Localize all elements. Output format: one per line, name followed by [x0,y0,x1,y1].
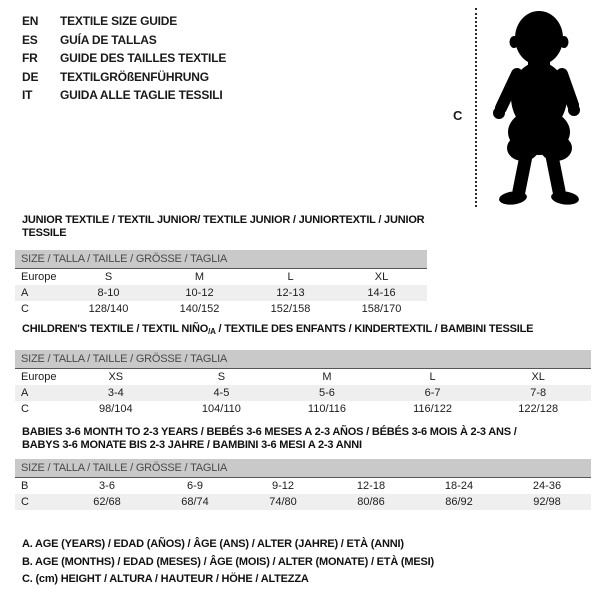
table-cell: 18-24 [444,480,474,492]
junior-section-title: JUNIOR TEXTILE / TEXTIL JUNIOR/ TEXTILE JUNIOR / JUNIORTEXTIL / JUNIOR TESSILE [22,214,425,239]
table-cell: 9-12 [271,480,295,492]
table-cell: 86/92 [415,494,503,510]
language-label: TEXTILGRÖßENFÜHRUNG [60,69,209,84]
table-cell: 8-10 [63,285,154,301]
table-row [15,301,427,317]
table-cell: 7-8 [485,385,591,401]
table-cell: 98/104 [98,403,133,415]
language-label: GUIDE DES TAILLES TEXTILE [60,51,227,65]
table-cell: 3-6 [99,480,115,492]
table-row [15,401,591,417]
table-cell: S [217,371,226,383]
table-cell: 110/116 [307,403,347,415]
babies-title-line1: BABIES 3-6 MONTH TO 2-3 YEARS / BEBÉS 3-6 MESES A 2-3 AÑOS / BÉBÉS 3-6 MOIS À 2-3 ANS / [22,426,517,438]
size-header-band: SIZE / TALLA / TAILLE / GRÖSSE / TAGLIA [15,350,591,369]
language-code: FR [22,51,38,65]
children-section-title [22,323,591,338]
language-label: GUÍA DE TALLAS [60,32,157,47]
language-code: DE [22,69,39,84]
baby-silhouette-icon [486,8,592,208]
table-cell: 68/74 [151,494,239,510]
table-cell: 10-12 [154,285,245,301]
table-cell: 4-5 [169,385,275,401]
table-cell: L [287,271,294,283]
language-row [22,68,226,87]
row-label: Europe [21,271,57,283]
table-cell: XS [108,371,124,383]
row-label: C [21,303,29,315]
size-header-band: SIZE / TALLA / TAILLE / GRÖSSE / TAGLIA [15,459,591,478]
junior-textile-section [15,214,427,317]
babies-title-line2: BABYS 3-6 MONATE BIS 2-3 JAHRE / BAMBINI 3-6 MESI A 2-3 ANNI [22,439,362,451]
row-label: B [21,480,29,492]
table-row [15,478,591,495]
baby-height-figure [450,6,595,211]
height-dotted-line [475,8,477,207]
table-cell: M [194,271,205,283]
row-label: A [15,285,63,301]
junior-size-table [15,250,427,317]
table-cell: L [429,371,436,383]
language-row [22,49,226,68]
table-row [15,385,591,401]
table-cell: 3-4 [63,385,169,401]
language-row [22,86,226,105]
language-code: IT [22,88,33,102]
children-size-table [15,350,591,417]
children-title-text: / TEXTILE DES ENFANTS / KINDERTEXTIL / BAMBINI TESSILE [215,323,534,335]
table-row [15,494,591,510]
table-cell: 116/122 [413,403,453,415]
children-textile-section [15,323,591,417]
table-cell: 12-13 [245,285,336,301]
table-cell: 140/152 [179,303,220,315]
row-label: C [21,403,29,415]
table-cell: S [104,271,113,283]
language-code: ES [22,32,38,47]
children-title-subscript: /A [208,327,216,336]
table-cell: 158/170 [361,303,402,315]
language-label: GUIDA ALLE TAGLIE TESSILI [60,88,223,102]
babies-textile-section [15,426,591,510]
legend-note-c: C. (cm) HEIGHT / ALTURA / HAUTEUR / HÖHE / ALTEZZA [22,573,309,585]
language-row [22,12,226,31]
language-code: EN [22,14,39,28]
legend-notes [22,536,434,589]
table-cell: 128/140 [88,303,129,315]
table-cell: 6-9 [187,480,203,492]
table-cell: XL [531,371,545,383]
legend-note-a: A. AGE (YEARS) / EDAD (AÑOS) / ÂGE (ANS) / ALTER (JAHRE) / ETÀ (ANNI) [22,538,404,550]
size-header-band: SIZE / TALLA / TAILLE / GRÖSSE / TAGLIA [15,250,427,269]
babies-size-table [15,459,591,510]
table-cell: 92/98 [503,494,591,510]
legend-note-b: B. AGE (MONTHS) / EDAD (MESES) / ÂGE (MOIS) / ALTER (MONATE) / ETÀ (MESI) [22,555,434,568]
table-cell: M [322,371,332,383]
table-cell: 104/110 [201,403,241,415]
table-cell: XL [374,271,389,283]
babies-section-title [22,426,591,452]
row-label: A [15,385,63,401]
height-marker-label: C [453,108,463,123]
table-cell: 80/86 [327,494,415,510]
table-cell: 74/80 [239,494,327,510]
language-label: TEXTILE SIZE GUIDE [60,14,178,28]
table-cell: 152/158 [270,303,311,315]
table-row [15,285,427,301]
table-cell: 12-18 [356,480,386,492]
row-label: C [15,494,63,510]
row-label: Europe [21,371,57,383]
table-cell: 122/128 [518,403,559,415]
table-row [15,269,427,286]
children-title-text: CHILDREN'S TEXTILE / TEXTIL NIÑO [22,323,209,335]
table-cell: 14-16 [336,285,427,301]
language-row [22,31,226,50]
table-cell: 24-36 [532,480,562,492]
table-cell: 62/68 [63,494,151,510]
language-title-list [22,12,226,105]
table-row [15,369,591,386]
table-cell: 6-7 [380,385,486,401]
table-cell: 5-6 [274,385,380,401]
